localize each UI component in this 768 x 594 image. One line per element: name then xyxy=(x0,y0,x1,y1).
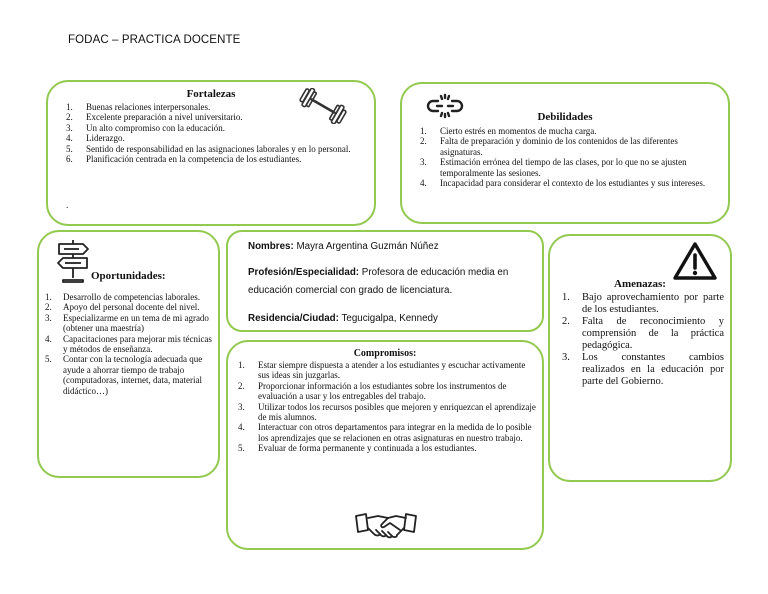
profesion-value: Profesora de educación media en educación comercial con grado de licenciatura. xyxy=(248,267,509,296)
list-item: 2. Excelente preparación a nivel universitario. xyxy=(66,112,243,123)
list-item: 5. Evaluar de forma permanente y continuada a los estudiantes. xyxy=(238,443,477,454)
list-item: 1. Buenas relaciones interpersonales. xyxy=(66,102,211,112)
compromisos-box xyxy=(226,340,544,550)
profesion-label: Profesión/Especialidad: xyxy=(248,267,360,278)
fortalezas-title: Fortalezas xyxy=(186,88,236,100)
signpost-icon xyxy=(53,238,93,284)
list-item: 1. Estar siempre dispuesta a atender a los estudiantes y escuchar activamente sus ideas sin juzgarlas. xyxy=(238,360,526,381)
compromisos-list xyxy=(238,360,538,454)
list-item: 4. Capacitaciones para mejorar mis técnicas y métodos de enseñanza. xyxy=(45,333,212,355)
dumbbell-icon xyxy=(298,88,348,124)
nombres-label: Nombres: xyxy=(248,241,294,252)
compromisos-title: Compromisos: xyxy=(353,348,417,359)
nombres-row xyxy=(248,238,534,256)
list-item: 2. Proporcionar información a los estudiantes sobre los instrumentos de evaluación a usar y los entregables del trabajo. xyxy=(238,380,507,402)
list-item: 5. Sentido de responsabilidad en las asignaciones laborales y en lo personal. xyxy=(66,143,351,154)
list-item: 3. Utilizar todos los recursos posibles que mejoren y enriquezcan el aprendizaje de mis alumnos. xyxy=(238,401,536,423)
warning-icon xyxy=(672,240,718,282)
debilidades-title: Debilidades xyxy=(537,111,593,123)
fortalezas-box xyxy=(46,80,376,226)
residencia-row xyxy=(248,310,534,328)
debilidades-list xyxy=(420,126,720,188)
list-item: 3. Especializarme en un tema de mi agrado (obtener una maestría) xyxy=(45,312,209,334)
list-item: 1. Bajo aprovechamiento por parte de los estudiantes. xyxy=(562,292,724,315)
debilidades-box xyxy=(400,82,730,224)
list-item: 3. Un alto compromiso con la educación. xyxy=(66,122,225,133)
list-item: 1. Desarrollo de competencias laborales. xyxy=(45,292,200,302)
oportunidades-title: Oportunidades: xyxy=(91,270,166,282)
amenazas-list xyxy=(562,292,724,388)
oportunidades-box xyxy=(37,230,220,478)
residencia-value: Tegucigalpa, Kennedy xyxy=(341,313,438,324)
amenazas-box xyxy=(548,234,732,482)
list-item: 4. Interactuar con otros departamentos para integrar en la medida de lo posible los aprendizajes que se relacionen en otras asignaturas en nuestro trabajo. xyxy=(238,422,532,443)
residencia-label: Residencia/Ciudad: xyxy=(248,313,339,324)
page-title: FODAC – PRACTICA DOCENTE xyxy=(68,34,241,46)
list-item: 4. Liderazgo. xyxy=(66,133,125,144)
list-item: 1. Cierto estrés en momentos de mucha carga. xyxy=(420,126,597,136)
profile-box xyxy=(226,230,544,332)
list-item: 2. Falta de reconocimiento y comprensión de la práctica pedagógica. xyxy=(562,316,724,351)
list-item: 5. Contar con la tecnología adecuada que ayude a ahorrar tiempo de trabajo (computadoras, internet, data, material didáctico…) xyxy=(45,354,203,396)
list-item: 6. Planificación centrada en la competencia de los estudiantes. xyxy=(66,154,302,165)
oportunidades-list xyxy=(45,292,215,396)
list-item: 2. Apoyo del personal docente del nivel. xyxy=(45,302,200,313)
list-item: 3. Los constantes cambios realizados en la educación por parte del Gobierno. xyxy=(562,352,724,387)
handshake-icon xyxy=(354,508,418,542)
nombres-value: Mayra Argentina Guzmán Núñez xyxy=(296,241,439,252)
profesion-row xyxy=(248,264,534,300)
list-item: 2. Falta de preparación y dominio de los contenidos de las diferentes asignaturas. xyxy=(420,136,678,157)
list-item: 3. Estimación errónea del tiempo de las clases, por lo que no se ajusten temporalmente las sesiones. xyxy=(420,157,687,178)
amenazas-title: Amenazas: xyxy=(614,278,666,290)
trailing-dot: . xyxy=(66,200,69,210)
list-item: 4. Incapacidad para considerar el contexto de los estudiantes y sus intereses. xyxy=(420,178,706,189)
